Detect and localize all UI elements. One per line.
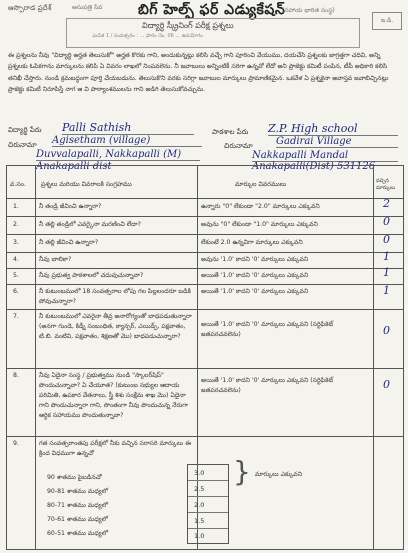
table-col-divider: [35, 166, 36, 549]
grade-option: 90-81 శాతము మధ్యలో: [47, 488, 108, 495]
corner-box: ఇ.డి.: [372, 12, 402, 30]
row-question: నీ తల్లి జీవించి ఉన్నారా?: [39, 239, 99, 246]
scale-value: 1.5: [194, 517, 205, 525]
table-row-divider: [7, 368, 403, 369]
row-num: 4.: [13, 256, 19, 263]
row-num: 8.: [13, 372, 19, 379]
grade-option: 60-51 శాతము మధ్యలో: [47, 530, 108, 537]
form-title: విద్యార్ధి స్క్రీనింగ్ పరీక్ష ప్రశ్నలు: [142, 21, 234, 30]
table-row-divider: [7, 268, 403, 269]
row-question: నీ కుటుంబములో 18 సంవత్సరాల లోపు గల పిల్లలందరూ బడికి పోవుచున్నారా?: [39, 288, 191, 305]
scale-divider: [188, 512, 228, 513]
row-question: నీవు ఏదైనా సంస్థ / ప్రభుత్వము నుండి "స్కాలర్‌షిప్" పొందుచున్నావా? ఏ చేయూత? (కుటుంబ సభ్యుల ఆదాయ పరిమితి, ఉపకార వేతనాలు, స్త్రీ శిశు సంక్షేమ శాఖ మొ) ఏదైనా గాని పొందుచున్నారా గాని, సొంతంగా నీవు పొందుచున్న నేరుగా ఆర్ధిక సహాయము పొందుతున్నావా?: [39, 372, 188, 419]
grade-option: 90 శాతము పైబడినచో: [47, 474, 102, 481]
grade-option: 80-71 శాతము మధ్యలో: [47, 502, 108, 509]
table-col-divider: [373, 166, 374, 549]
row-num: 6.: [13, 288, 19, 295]
district-line: Anakapalli dist: [36, 161, 112, 172]
row-num: 7.: [13, 313, 19, 320]
row-num: 2.: [13, 221, 19, 228]
student-name-value: Palli Sathish: [62, 121, 194, 135]
grade-option: 70-61 శాతము మధ్యలో: [47, 516, 108, 523]
row-criteria: అవును "0" లేకుండా "1.0" మార్కులు ఎక్కువని: [201, 221, 318, 228]
header-left-text: ఆస్పొరాడ ప్ర‌దేశ్: [8, 4, 52, 12]
organization-title: బిగ్ హెల్ప్ ఫర్ ఎడ్యుకేషన్: [138, 2, 286, 18]
row-mark: 1: [383, 266, 390, 279]
screening-table: [6, 165, 404, 550]
student-address-value: Agisetham (village): [52, 135, 202, 147]
row-mark: 1: [383, 250, 390, 263]
scale-divider: [188, 528, 228, 529]
row-mark: 1: [383, 284, 390, 297]
table-row-divider: [7, 309, 403, 310]
row-num: 9.: [13, 440, 19, 447]
row-criteria: అయితే '1.0' కాదని '0' మార్కులు ఎక్కువని (సర్టిఫికెట్ జతపరచవలెను): [201, 377, 334, 394]
row-num: 1.: [13, 203, 19, 210]
row-criteria: అయితే '1.0' కాదని '0' మార్కులు ఎక్కువని: [201, 272, 309, 279]
scale-value: 2.5: [194, 485, 205, 493]
row-question: నీవు ప్రభుత్వ పాఠశాలలో చదువుచున్నావా?: [39, 272, 144, 279]
form-meta-strip: ఎంపిక 1 / సంవత్సరం : ... ఫారం నెం. 06 ... ఉపయోగం: [92, 33, 203, 39]
school-district-line: Anakapalli(Dist) 531126: [252, 161, 376, 172]
scale-value: 2.0: [194, 501, 205, 509]
scale-value: 3.0: [194, 469, 205, 477]
scale-value: 1.0: [194, 532, 205, 540]
table-row-divider: [7, 252, 403, 253]
row-mark: 2: [383, 197, 390, 210]
header-num: వ.సం.: [10, 181, 26, 188]
header-marks: వచ్చిన మార్కులు: [376, 178, 396, 191]
table-row-divider: [7, 234, 403, 235]
row-criteria: అవును '1.0' కాదని '0' మార్కులు ఎక్కువని: [201, 256, 309, 263]
row-num: 5.: [13, 272, 19, 279]
student-name-label: విద్యార్థి పేరు: [8, 126, 42, 134]
school-name-label: పాఠశాల పేరు: [212, 128, 249, 136]
header-question: ప్రశ్నలు మరియు వివరాలకి సంగ్రహము: [41, 181, 132, 188]
table-row-divider: [7, 216, 403, 217]
village-line: Duvvalapalli, Nakkapalli (M): [36, 149, 200, 161]
header-right-note: (సహాయ భారిత సంస్థ): [282, 7, 335, 14]
row-question: నీవు బాలికా?: [39, 256, 72, 263]
row-mark: 0: [383, 378, 390, 391]
header-left-sub: ఆసుపత్రి సేవ: [72, 4, 103, 11]
row-mark: 0: [383, 233, 390, 246]
scale-divider: [188, 496, 228, 497]
row-question: నీ తల్లి తండ్రిలో ఎవర్కైనా మరణించి లేదా?: [39, 221, 141, 228]
school-address-value: Gadirai Village: [276, 136, 398, 148]
student-address-label: చిరునామా: [8, 141, 37, 149]
school-address-label: చిరునామా: [224, 142, 253, 150]
scale-brace: }: [233, 455, 251, 488]
header-criteria: మార్కుల వివరములు: [235, 181, 287, 188]
row-question: నీ కుటుంబములో ఎవరైనా తీవ్ర అనారోగ్యంతో బాధపడుతున్నారా (అనగా గుండె, కిడ్నీ సంబంధిత, క్యాన్సర్, ఎయిడ్స్, పక్షవాతం, టి.బి. వంటివి, పక్షవాతం, శిక్షణతో మొ) బాధపడుచున్నారా?: [39, 313, 192, 340]
row-mark: 0: [383, 324, 390, 337]
row-num: 3.: [13, 239, 19, 246]
table-row-divider: [7, 198, 403, 199]
school-name-value: Z.P. High school: [268, 122, 398, 136]
row9-criteria: మార్కులు ఎక్కువని: [255, 471, 303, 478]
row-criteria: అయితే '1.0' కాదని '0' మార్కులు ఎక్కువని (సర్టిఫికెట్ జతపరచవలెను): [201, 321, 334, 338]
table-row-divider: [7, 436, 403, 437]
table-row-divider: [7, 284, 403, 285]
row-criteria: లేకుంటే 2.0 ఉన్నవిగా మార్కులు ఎక్కువని: [201, 239, 303, 246]
row-question: గత సంవత్సరాంతపు పరీక్షలో నీకు వచ్చిన సరాసరి మార్కులు ఈ క్రింద విధముగా ఉన్నచో: [39, 440, 192, 457]
scale-divider: [188, 480, 228, 481]
mandal-line: Nakkapalli Mandal: [252, 150, 398, 162]
instructions-paragraph: ఈ ప్రశ్నలను నీవు "విద్యార్ధి అర్హత తెలుసుకో" అర్హత కొరకు గాని, అందుకున్నట్లు కలిసి వచ్చే గాని పూరించి వేయుము, దయచేసి ప్రశ్నలకు జాగ్రత్తగా చదివి, అన్ని ప్రశ్నలకు ఓపికగాను మార్కులను కలిపి ఏ వివరం లాఖలో నింపవలెను. నీ జవాబులు అన్నింటికీ సరిగా ఉన్నవో లేదో అని ప్రాజెక్టు కమిటీ పంపిన, టీపీ అధికారి కలిసి తనిఖీ చేస్తారు. నుండి క్రమబద్ధంగా పూర్తి చేయబడును. తెలుసుకొని వరకు సరిగ్గా జవాబుల మార్కులు ప్రామాణికమైన. ఒకవేళ ఏ ప్రశ్నకైనా అవాస్తవ జవాబిచ్చినట్లు ప్రాజెక్టు కమిటీ నిరూపిస్తే నాగ ఆ వి పాఠ్యాంశములను గాని అడిగి తెలుసుకోవచ్చును.: [8, 52, 389, 94]
row-mark: 0: [383, 215, 390, 228]
marks-scale-box: [187, 464, 229, 544]
row-criteria: ఉన్నారు "0" లేకుండా "2.0" మార్కులు ఎక్కువని: [201, 203, 320, 210]
row-criteria: అయితే '1.0' కాదని '0' మార్కులు ఎక్కువని: [201, 288, 309, 295]
row-question: నీ తండ్రి జీవించి ఉన్నారా?: [39, 203, 102, 210]
